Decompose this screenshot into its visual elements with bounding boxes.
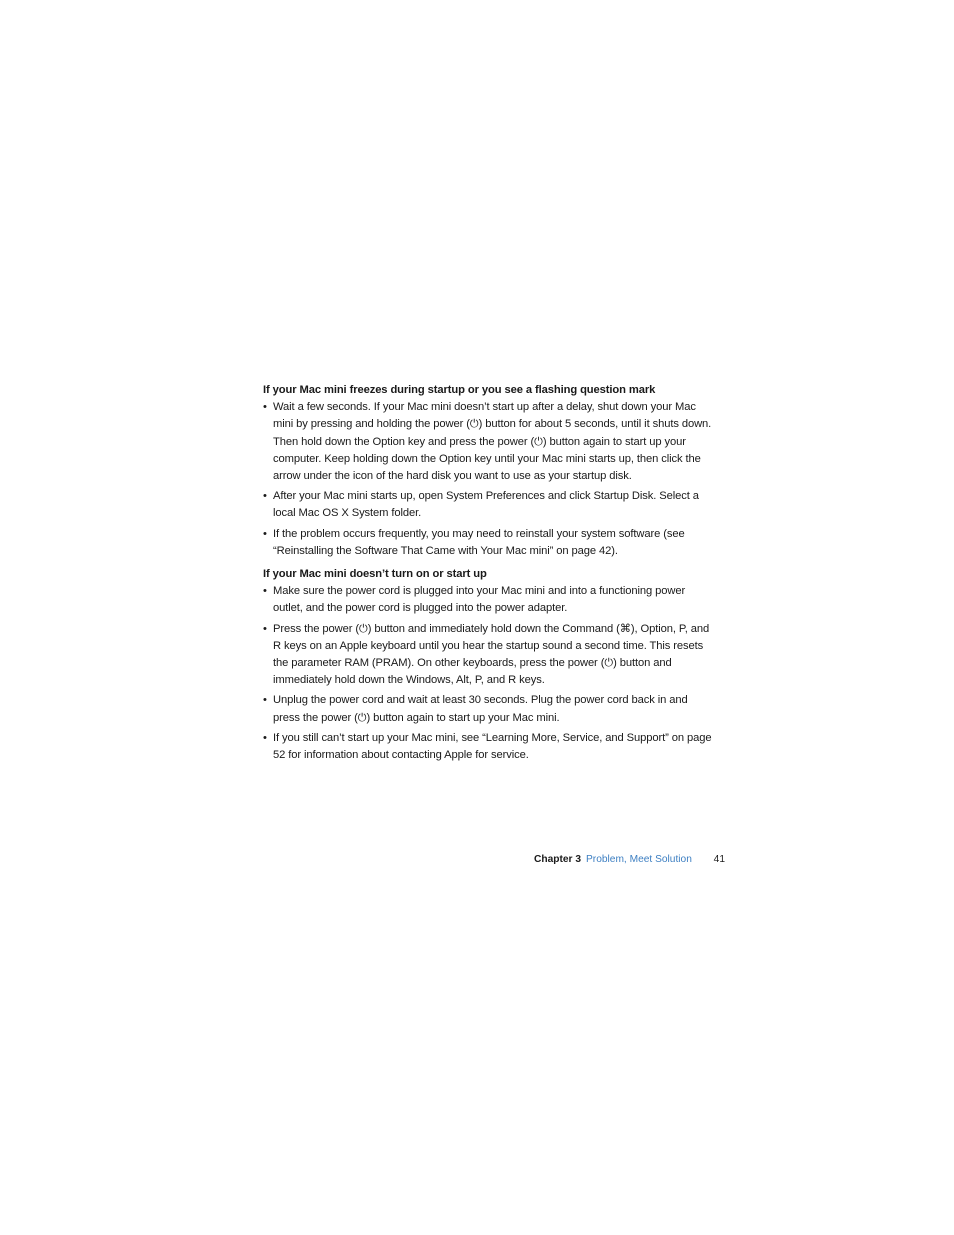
page-number: 41 bbox=[713, 854, 725, 865]
chapter-number: Chapter 3 bbox=[534, 854, 581, 865]
section-heading: If your Mac mini doesn’t turn on or start up bbox=[263, 568, 487, 581]
page-footer bbox=[534, 852, 725, 868]
bullet-icon: • bbox=[263, 490, 267, 503]
bullet-icon: • bbox=[263, 585, 267, 598]
list-item bbox=[263, 399, 713, 485]
list-item-text: Wait a few seconds. If your Mac mini doesn’t start up after a delay, shut down your Mac mini by pressing and holding the power (⏻) button for about 5 seconds, until it shuts down. Then hold down the Option key and press the power (⏻) button again to start up your computer. Keep holding down the Option key until your Mac mini starts up, then click the arrow under the icon of the hard disk you want to use as your startup disk. bbox=[273, 401, 712, 483]
list-item bbox=[263, 583, 713, 617]
bullet-icon: • bbox=[263, 401, 267, 414]
bullet-icon: • bbox=[263, 731, 267, 744]
list-item-text: Make sure the power cord is plugged into your Mac mini and into a functioning power outlet, and the power cord is plugged into the power adapter. bbox=[273, 585, 686, 615]
section-freezes bbox=[263, 382, 713, 560]
bullet-icon: • bbox=[263, 527, 267, 540]
list-item-text: If the problem occurs frequently, you may need to reinstall your system software (see “Reinstalling the Software That Came with Your Mac mini” on page 42). bbox=[273, 527, 685, 557]
section-no-startup bbox=[263, 566, 713, 764]
list-item-text: Unplug the power cord and wait at least 30 seconds. Plug the power cord back in and press the power (⏻) button again to start up your Mac mini. bbox=[273, 694, 688, 724]
bullet-list bbox=[263, 399, 713, 560]
list-item bbox=[263, 621, 713, 690]
page-content bbox=[263, 382, 713, 770]
bullet-icon: • bbox=[263, 694, 267, 707]
list-item-text: After your Mac mini starts up, open System Preferences and click Startup Disk. Select a local Mac OS X System folder. bbox=[273, 490, 699, 520]
bullet-icon: • bbox=[263, 622, 267, 635]
list-item-text: If you still can’t start up your Mac mini, see “Learning More, Service, and Support” on page 52 for information about contacting Apple for service. bbox=[273, 731, 712, 762]
list-item bbox=[263, 730, 713, 764]
list-item bbox=[263, 488, 713, 522]
chapter-title: Problem, Meet Solution bbox=[586, 854, 692, 865]
list-item-text: Press the power (⏻) button and immediately hold down the Command (⌘), Option, P, and R keys on an Apple keyboard until you hear the startup sound a second time. This resets the parameter RAM (PRAM). On other keyboards, press the power (⏻) button and immediately hold down the Windows, Alt, P, and R keys. bbox=[273, 622, 710, 687]
bullet-list bbox=[263, 583, 713, 764]
list-item bbox=[263, 526, 713, 560]
list-item bbox=[263, 692, 713, 726]
section-heading: If your Mac mini freezes during startup or you see a flashing question mark bbox=[263, 384, 656, 396]
